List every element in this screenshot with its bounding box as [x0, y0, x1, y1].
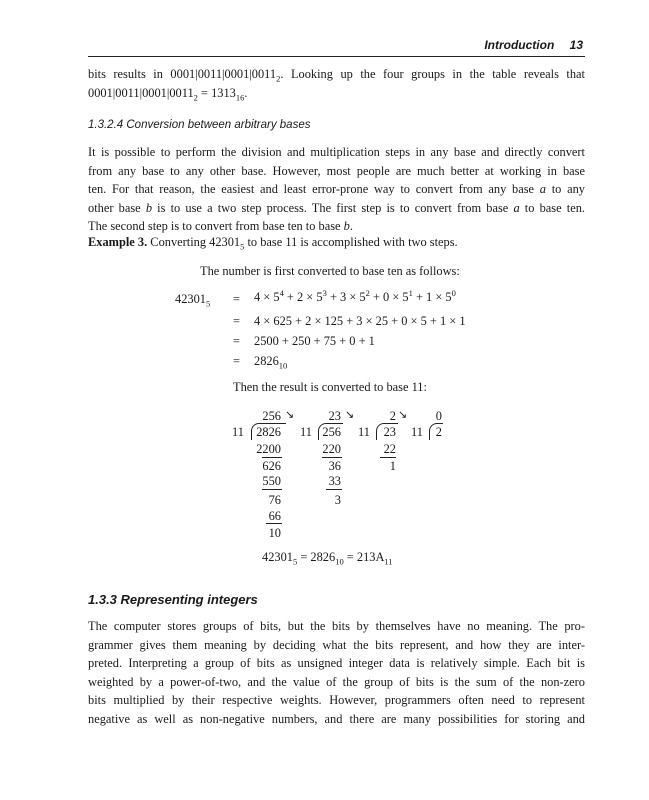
step-value: 33 — [328, 474, 341, 488]
paragraph-intro — [88, 65, 585, 102]
equation-row-1: $4 \times 5^4 + 2 \times 5^3 + 3 \times 5^2 + 0 \times 5^1 + 1 \times 5^0$ — [254, 287, 456, 304]
step-value: 1 — [389, 459, 396, 473]
text-line: preted. Interpreting a group of bits as unsigned integer data is relatively simple. Each bit is — [88, 656, 585, 670]
step-underline — [322, 457, 342, 458]
arrow-icon: ↘ — [398, 409, 408, 421]
divisor: 11 — [358, 425, 370, 439]
divisor: 11 — [300, 425, 312, 439]
step-underline — [266, 523, 282, 524]
step-value: 2200 — [256, 442, 281, 456]
example-intro-2: Then the result is converted to base 11: — [233, 380, 427, 394]
arrow-icon: ↘ — [345, 409, 355, 421]
text-line: bits results in $0001|0011|0001|0011_2$. Looking up the four groups in the table reveals that — [88, 67, 585, 84]
quotient: 256 — [262, 409, 281, 423]
text-line: $0001|0011|0001|0011_2 = 1313_{16}$. — [88, 85, 248, 102]
equals-sign: = — [233, 292, 240, 306]
dividend: 256 — [322, 425, 341, 439]
dividend: 2826 — [256, 425, 281, 439]
quotient: 23 — [328, 409, 341, 423]
running-header — [484, 38, 583, 52]
example-label: Example 3. — [88, 235, 148, 249]
text-line: other base b is to use a two step process. The first step is to convert from base a to base ten. — [88, 200, 586, 215]
step-value: 66 — [268, 509, 281, 523]
equation-lhs: $42301_5$ — [175, 292, 211, 309]
text-line: grammer gives them meaning by deciding what the bits represent, and how they are inter- — [88, 637, 585, 652]
step-value: 10 — [268, 526, 281, 540]
quotient: 0 — [435, 409, 442, 423]
page-number: 13 — [569, 38, 583, 52]
step-value: 220 — [322, 442, 341, 456]
step-underline — [380, 457, 396, 458]
step-value: 76 — [268, 493, 281, 507]
step-value: 550 — [262, 474, 281, 488]
text-line: bits multiplied by their respective weights. However, programmers often need to represent — [88, 693, 585, 707]
quotient: 2 — [389, 409, 396, 423]
text-line: weighted by a power-of-two, and the value of the group of bits is the sum of the non-zero — [88, 674, 585, 689]
text-line: negative as well as non-negative numbers, and there are many possibilities for storing and — [88, 711, 585, 726]
paragraph-representing-integers — [88, 617, 585, 728]
equation-row-4: $2826_{10}$ — [254, 354, 288, 371]
equals-sign: = — [233, 354, 240, 368]
divisor: 11 — [411, 425, 423, 439]
step-underline — [262, 489, 282, 490]
text-line: ten. For that reason, the easiest and least error-prone way to convert from any base a to any — [88, 182, 585, 196]
step-value: 36 — [328, 459, 341, 473]
equation-row-3: 2500 + 250 + 75 + 0 + 1 — [254, 334, 375, 348]
arrow-icon: ↘ — [285, 409, 295, 421]
text-line: The second step is to convert from base ten to base b. — [88, 219, 353, 233]
step-underline — [262, 457, 282, 458]
step-underline — [326, 489, 342, 490]
step-value: 626 — [262, 459, 281, 473]
equation-row-2: 4 × 625 + 2 × 125 + 3 × 25 + 0 × 5 + 1 × 1 — [254, 314, 466, 328]
example-intro-1: The number is first converted to base ten as follows: — [200, 264, 460, 278]
example-statement: Example 3. Converting $42301_5$ to base 11 is accomplished with two steps. — [88, 235, 458, 252]
paragraph-conversion — [88, 143, 585, 236]
conversion-result: $42301_5 = 2826_{10} = 213A_{11}$ — [262, 550, 393, 567]
header-rule — [88, 56, 585, 57]
text-line: The computer stores groups of bits, but the bits by themselves have no meaning. The pro- — [88, 619, 585, 633]
step-value: 22 — [383, 442, 396, 456]
text-line: It is possible to perform the division and multiplication steps in any base and directly convert — [88, 145, 585, 159]
equals-sign: = — [233, 334, 240, 348]
header-section-title: Introduction — [484, 38, 555, 52]
divisor: 11 — [232, 425, 244, 439]
section-heading-1324: 1.3.2.4 Conversion between arbitrary bases — [88, 119, 311, 131]
dividend: 2 — [435, 425, 442, 439]
dividend: 23 — [383, 425, 396, 439]
step-value: 3 — [334, 493, 341, 507]
text-line: from any base to any other base. However, most people are much better at working in base — [88, 163, 585, 178]
equals-sign: = — [233, 314, 240, 328]
section-heading-133: 1.3.3 Representing integers — [88, 592, 258, 607]
